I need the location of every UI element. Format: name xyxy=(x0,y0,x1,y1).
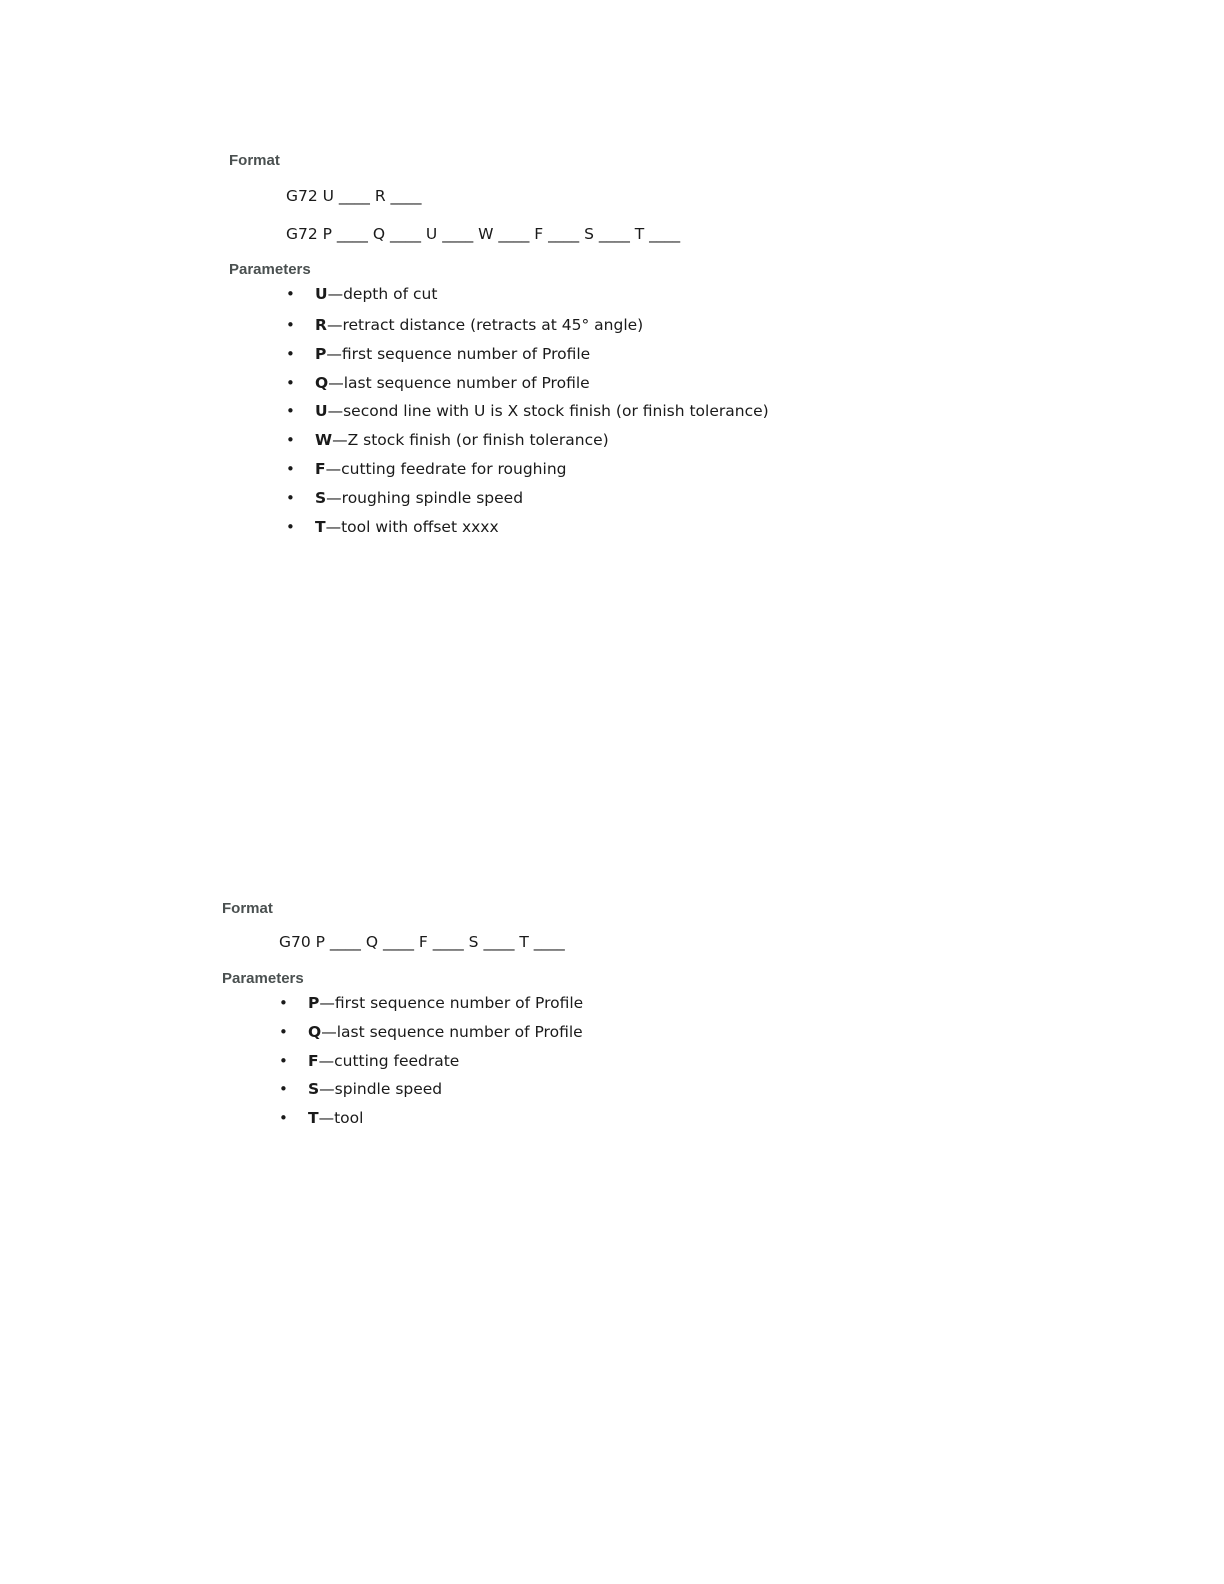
list-item xyxy=(286,373,769,402)
bullet-icon: • xyxy=(286,316,295,334)
param-separator: — xyxy=(325,459,342,478)
param-separator: — xyxy=(319,1080,335,1099)
param-separator: — xyxy=(326,316,343,334)
param-description: depth of cut xyxy=(343,285,438,303)
param-separator: — xyxy=(318,1109,335,1128)
list-item xyxy=(286,488,769,517)
param-description: cutting feedrate xyxy=(334,1051,460,1070)
list-item xyxy=(279,1079,583,1108)
parameter-list xyxy=(286,284,769,545)
bullet-icon: • xyxy=(286,373,295,392)
param-separator: — xyxy=(326,488,342,507)
bullet-icon: • xyxy=(286,344,295,363)
list-item xyxy=(286,284,769,315)
param-description: last sequence number of Profile xyxy=(336,1022,583,1041)
param-separator: — xyxy=(325,517,342,536)
param-letter: S xyxy=(315,488,327,507)
parameters-heading: Parameters xyxy=(229,261,311,278)
param-description: Z stock finish (or finish tolerance) xyxy=(347,431,609,450)
param-description: last sequence number of Profile xyxy=(343,373,590,392)
param-letter: P xyxy=(308,994,320,1012)
param-letter: U xyxy=(315,402,328,421)
param-letter: R xyxy=(315,316,327,334)
param-description: retract distance (retracts at 45° angle) xyxy=(342,316,644,334)
param-description: cutting feedrate for roughing xyxy=(341,459,567,478)
param-separator: — xyxy=(327,402,344,421)
param-separator: — xyxy=(318,1051,335,1070)
format-line: G72 P ____ Q ____ U ____ W ____ F ____ S ____ T ____ xyxy=(286,225,681,243)
bullet-icon: • xyxy=(286,402,295,421)
param-separator: — xyxy=(319,994,335,1012)
list-item xyxy=(286,315,769,344)
list-item xyxy=(279,993,583,1022)
bullet-icon: • xyxy=(279,1080,288,1099)
param-separator: — xyxy=(327,285,344,303)
bullet-icon: • xyxy=(286,285,295,303)
param-separator: — xyxy=(332,431,348,450)
param-letter: W xyxy=(315,431,333,450)
bullet-icon: • xyxy=(279,1022,288,1041)
param-letter: S xyxy=(308,1080,320,1099)
format-heading: Format xyxy=(229,152,280,169)
param-description: spindle speed xyxy=(334,1080,443,1099)
bullet-icon: • xyxy=(286,431,295,450)
param-description: first sequence number of Profile xyxy=(341,344,591,363)
list-item xyxy=(286,517,769,546)
bullet-icon: • xyxy=(279,1109,288,1128)
list-item xyxy=(286,430,769,459)
param-description: second line with U is X stock finish (or finish tolerance) xyxy=(343,402,769,421)
format-line: G70 P ____ Q ____ F ____ S ____ T ____ xyxy=(279,933,565,951)
param-letter: P xyxy=(315,344,327,363)
param-separator: — xyxy=(328,373,344,392)
list-item xyxy=(286,344,769,373)
list-item xyxy=(279,1108,583,1137)
param-letter: Q xyxy=(308,1022,322,1041)
param-letter: Q xyxy=(315,373,329,392)
bullet-icon: • xyxy=(286,517,295,536)
parameter-list xyxy=(279,993,583,1137)
param-letter: U xyxy=(315,285,328,303)
list-item xyxy=(286,401,769,430)
bullet-icon: • xyxy=(286,488,295,507)
param-letter: T xyxy=(315,517,326,536)
param-letter: T xyxy=(308,1109,319,1128)
param-description: roughing spindle speed xyxy=(341,488,524,507)
format-heading: Format xyxy=(222,900,273,917)
list-item xyxy=(279,1022,583,1051)
param-description: tool with offset xxxx xyxy=(341,517,499,536)
param-separator: — xyxy=(326,344,342,363)
bullet-icon: • xyxy=(279,1051,288,1070)
format-line: G72 U ____ R ____ xyxy=(286,187,422,205)
param-description: tool xyxy=(334,1109,364,1128)
param-letter: F xyxy=(315,459,326,478)
bullet-icon: • xyxy=(279,994,288,1012)
bullet-icon: • xyxy=(286,459,295,478)
param-letter: F xyxy=(308,1051,319,1070)
parameters-heading: Parameters xyxy=(222,970,304,987)
list-item xyxy=(286,459,769,488)
param-separator: — xyxy=(321,1022,337,1041)
param-description: first sequence number of Profile xyxy=(334,994,584,1012)
list-item xyxy=(279,1051,583,1080)
